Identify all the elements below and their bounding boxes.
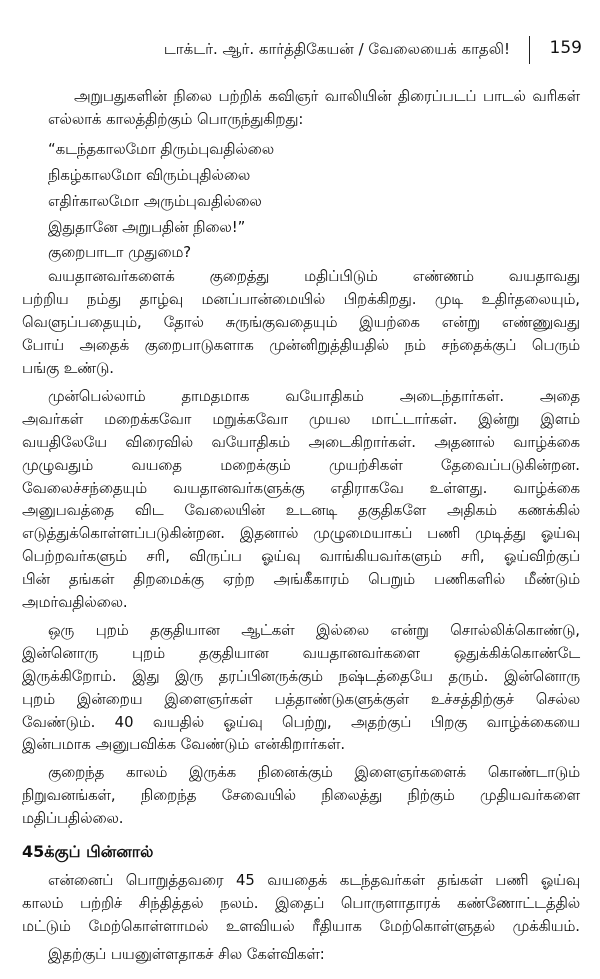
running-header-title: டாக்டர். ஆர். கார்த்திகேயன் / வேலையைக் காதலி! <box>163 40 510 58</box>
paragraph-line: பின் தங்கள் திறமைக்கு ஏற்ற அங்கீகாரம் பெறும் பணிகளில் மீண்டும் <box>22 571 580 589</box>
paragraph-line: என்னைப் பொறுத்தவரை 45 வயதைக் கடந்தவர்கள் தங்கள் பணி ஓய்வு <box>48 872 580 889</box>
paragraph-line: பெற்றவர்களும் சரி, விருப்ப ஓய்வு வாங்கியவர்களும் சரி, ஓய்விற்குப் <box>22 548 580 566</box>
paragraph-line: புறம் இன்றைய இளைஞர்கள் பத்தாண்டுகளுக்குள் உச்சத்திற்குச் செல்ல <box>22 690 580 708</box>
paragraph-line: அனுபவத்தை விட வேலையின் உடனடி தகுதிகளே அதிகம் கணக்கில் <box>22 502 580 520</box>
paragraph-line: மட்டும் மேற்கொள்ளாமல் உளவியல் ரீதியாக மேற்கொள்ளுதல் முக்கியம். <box>22 917 580 935</box>
paragraph-line: பற்றிய நம்து தாழ்வு மனப்பான்மையில் பிறக்கிறது. முடி உதிர்தலையும், <box>22 291 580 309</box>
paragraph-6 <box>22 870 580 939</box>
page-body <box>22 86 580 972</box>
paragraph-line: ஒரு புறம் தகுதியான ஆட்கள் இல்லை என்று சொல்லிக்கொண்டு, <box>48 621 580 639</box>
paragraph-line: முழுவதும் வயதை மறைக்கும் முயற்சிகள் தேவைப்படுகின்றன. <box>22 456 580 474</box>
paragraph-5 <box>22 762 580 831</box>
paragraph-1 <box>22 86 580 132</box>
section-heading: 45க்குப் பின்னால் <box>22 842 154 862</box>
paragraph-line: எடுத்துக்கொள்ளப்படுகின்றன. இதனால் முழுமையாகப் பணி முடித்து ஓய்வு <box>22 525 580 543</box>
header-divider <box>529 36 530 64</box>
paragraph-3 <box>22 386 580 615</box>
song-lyrics <box>22 137 580 267</box>
page-number: 159 <box>549 38 582 58</box>
lyric-line: இதுதானே அறுபதின் நிலை!” <box>48 218 246 236</box>
paragraph-line: வெளுப்பதையும், தோல் சுருங்குவதையும் இயற்கை என்று எண்ணுவது <box>22 314 580 332</box>
paragraph-line: இன்னொரு புறம் தகுதியான வயதானவர்களை ஒதுக்கிக்கொண்டே <box>22 644 580 662</box>
paragraph-2 <box>22 266 580 381</box>
paragraph-line: வயதிலேயே விரைவில் வயோதிகம் அடைகிறார்கள். அதனால் வாழ்க்கை <box>22 433 580 451</box>
lyric-line: குறைபாடா முதுமை? <box>48 244 192 262</box>
lyric-line: நிகழ்காலமோ விரும்புதில்லை <box>48 166 251 184</box>
paragraph-line: அறுபதுகளின் நிலை பற்றிக் கவிஞர் வாலியின் திரைப்படப் பாடல் வரிகள் <box>74 88 580 105</box>
paragraph-line: அமர்வதில்லை. <box>22 594 128 612</box>
paragraph-line: குறைந்த காலம் இருக்க நினைக்கும் இளைஞர்களைக் கொண்டாடும் <box>48 764 580 782</box>
paragraph-line: வேலைச்சந்தையும் வயதானவர்களுக்கு எதிராகவே உள்ளது. வாழ்க்கை <box>22 479 580 497</box>
paragraph-line: இன்பமாக அனுபவிக்க வேண்டும் என்கிறார்கள். <box>22 736 346 754</box>
paragraph-line: இதற்குப் பயனுள்ளதாகச் சில கேள்விகள்: <box>48 945 325 963</box>
paragraph-4 <box>22 620 580 757</box>
paragraph-line: எல்லாக் காலத்திற்கும் பொருந்துகிறது: <box>48 110 304 128</box>
paragraph-line: வயதானவர்களைக் குறைத்து மதிப்பிடும் எண்ணம் வயதாவது <box>48 268 580 286</box>
paragraph-line: வேண்டும். 40 வயதில் ஓய்வு பெற்று, அதற்குப் பிறகு வாழ்க்கையை <box>22 713 580 731</box>
paragraph-line: முன்பெல்லாம் தாமதமாக வயோதிகம் அடைந்தார்கள். அதை <box>48 387 580 405</box>
paragraph-line: இருக்கிறோம். இது இரு தரப்பினருக்கும் நஷ்டத்தையே தரும். இன்னொரு <box>22 667 580 685</box>
lyric-line: “கடந்தகாலமோ திரும்புவதில்லை <box>48 140 274 158</box>
lyric-line: எதிர்காலமோ அரும்புவதில்லை <box>48 192 262 210</box>
paragraph-line: அவர்கள் மறைக்கவோ மறுக்கவோ முயல மாட்டார்கள். இன்று இளம் <box>22 410 580 428</box>
paragraph-7 <box>22 944 580 967</box>
paragraph-line: மதிப்பதில்லை. <box>22 810 124 828</box>
paragraph-line: காலம் பற்றிச் சிந்தித்தல் நலம். இதைப் பொருளாதாரக் கண்ணோட்டத்தில் <box>22 894 580 912</box>
paragraph-line: போய் அதைக் குறைபாடுகளாக முன்னிறுத்தியதில் நம் சந்தைக்குப் பெரும் <box>22 337 580 355</box>
paragraph-line: நிறுவனங்கள், நிறைந்த சேவையில் நிலைத்து நிற்கும் முதியவர்களை <box>22 787 580 805</box>
running-header <box>0 36 600 70</box>
paragraph-line: பங்கு உண்டு. <box>22 359 114 377</box>
